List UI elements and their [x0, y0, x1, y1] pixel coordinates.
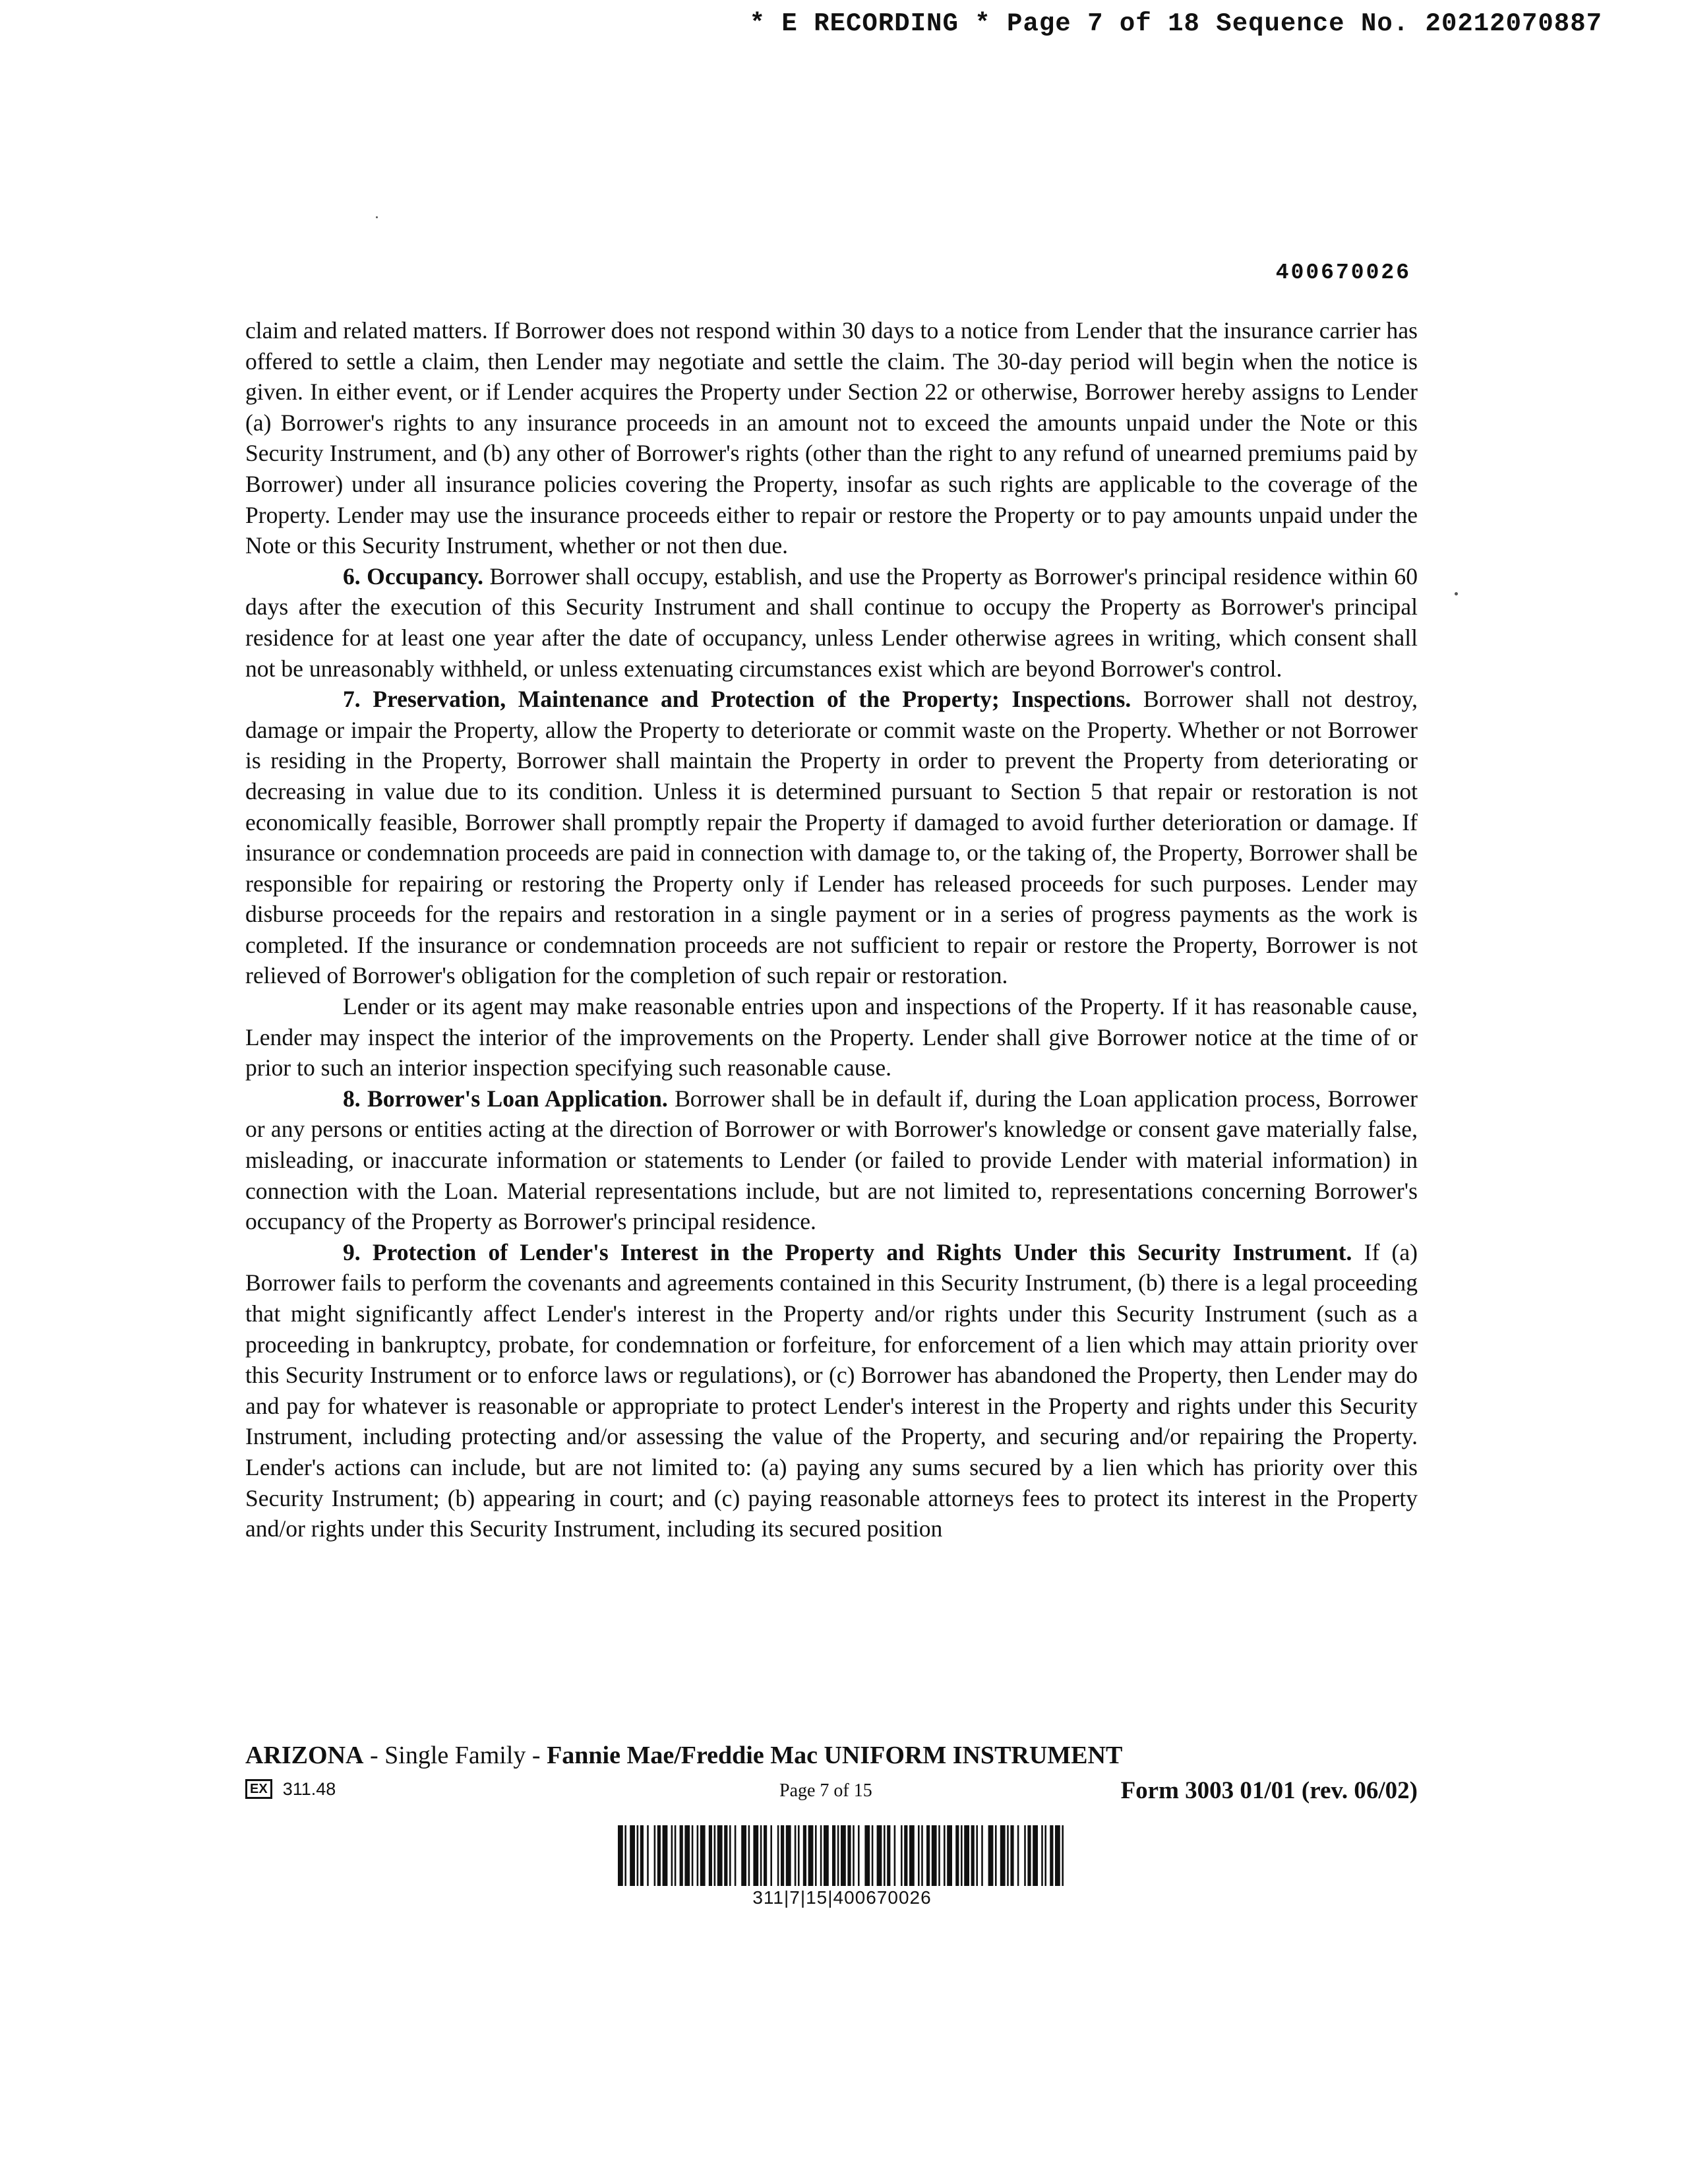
barcode-bar	[961, 1825, 963, 1886]
barcode-bar	[795, 1825, 797, 1886]
ex-form-icon: EX	[245, 1779, 272, 1799]
barcode-bar	[748, 1825, 750, 1886]
barcode-bar	[729, 1825, 731, 1886]
barcode-bar	[786, 1825, 791, 1886]
barcode-bar	[824, 1825, 829, 1886]
barcode-bar	[692, 1825, 694, 1886]
barcode-bar	[680, 1825, 683, 1886]
barcode-bar	[815, 1825, 817, 1886]
barcode-bar	[654, 1825, 656, 1886]
barcode-bar	[1017, 1825, 1019, 1886]
barcode-bar	[901, 1825, 903, 1886]
barcode-bar	[798, 1825, 800, 1886]
barcode-bar	[964, 1825, 969, 1886]
barcode-bar	[894, 1825, 896, 1886]
form-code-number: 311.48	[282, 1779, 336, 1799]
barcode-bar	[1050, 1825, 1053, 1886]
barcode-bar	[832, 1825, 835, 1886]
barcode-bar	[770, 1825, 772, 1886]
section-7-inspections: Lender or its agent may make reasonable entries upon and inspections of the Property. If it has reasonable cause, Lender may inspect the interior of the improvements on the Property. Lender shall give Borrower notice at the time of or prior to such an interior inspection specifying such reasonable cause.	[245, 993, 1418, 1081]
section-6-occupancy	[245, 561, 1418, 684]
footer-row	[245, 1776, 1418, 1808]
document-body	[245, 315, 1418, 1544]
barcode-bar	[904, 1825, 907, 1886]
paragraph-insurance-claim: claim and related matters. If Borrower does not respond within 30 days to a notice from Lender that the insurance carrier has offered to settle a claim, then Lender may negotiate and settle the claim. The 30-day period will begin when the notice is given. In either event, or if Lender acquires the Property under Section 22 or otherwise, Borrower hereby assigns to Lender (a) Borrower's rights to any insurance proceeds in an amount not to exceed the amounts unpaid under the Note or this Security Instrument, and (b) any other of Borrower's rights (other than the right to any refund of unearned premiums paid by Borrower) under all insurance policies covering the Property, insofar as such rights are applicable to the coverage of the Property. Lender may use the insurance proceeds either to repair or restore the Property or to pay amounts unpaid under the Note or this Security Instrument, whether or not then due.	[245, 317, 1418, 559]
barcode-bar	[1007, 1825, 1009, 1886]
section-8-loan-application	[245, 1083, 1418, 1237]
barcode-bar	[971, 1825, 975, 1886]
barcode-bar	[1044, 1825, 1046, 1886]
barcode-bar	[918, 1825, 920, 1886]
barcode-bar	[1041, 1825, 1043, 1886]
barcode	[618, 1825, 1066, 1886]
section-text: Borrower shall be in default if, during the Loan application process, Borrower or any persons or entities acting at the direction of Borrower or with Borrower's knowledge or consent gave materially false, misleading, or inaccurate information or statements to Lender (or failed to provide Lender with material information) in connection with the Loan. Material representations include, but are not limited to, representations concerning Borrower's occupancy of the Property as Borrower's principal residence.	[245, 1085, 1418, 1235]
barcode-bar	[684, 1825, 690, 1886]
barcode-bar	[808, 1825, 814, 1886]
barcode-bar	[630, 1825, 635, 1886]
section-text: Borrower shall occupy, establish, and use the Property as Borrower's principal residence within 60 days after the execution of this Security Instrument and shall continue to occupy the Property as Borrower's principal residence for at least one year after the date of occupancy, unless Lender otherwise agrees in writing, which consent shall not be unreasonably withheld, or unless extenuating circumstances exist which are beyond Borrower's control.	[245, 562, 1418, 682]
barcode-text: 311|7|15|400670026	[752, 1887, 932, 1908]
barcode-bar	[858, 1825, 860, 1886]
barcode-bar	[764, 1825, 767, 1886]
barcode-bar	[909, 1825, 915, 1886]
barcode-bar	[671, 1825, 673, 1886]
barcode-bar	[995, 1825, 997, 1886]
barcode-bar	[837, 1825, 839, 1886]
barcode-bar	[877, 1825, 882, 1886]
barcode-bar	[624, 1825, 626, 1886]
barcode-bar	[1010, 1825, 1013, 1886]
barcode-bar	[803, 1825, 806, 1886]
footer-instrument: Fannie Mae/Freddie Mac UNIFORM INSTRUMENT	[547, 1742, 1123, 1769]
barcode-bar	[717, 1825, 723, 1886]
barcode-bar	[938, 1825, 940, 1886]
scan-speck	[376, 216, 378, 218]
section-heading: 9. Protection of Lender's Interest in the Property and Rights Under this Security Instrument.	[343, 1238, 1352, 1265]
barcode-bar	[714, 1825, 716, 1886]
form-number: Form 3003 01/01 (rev. 06/02)	[1120, 1777, 1418, 1804]
barcode-bar	[637, 1825, 639, 1886]
barcode-bar	[1027, 1825, 1031, 1886]
barcode-bar	[640, 1825, 644, 1886]
section-heading: 6. Occupancy.	[343, 562, 484, 590]
barcode-bar	[657, 1825, 661, 1886]
barcode-bar	[872, 1825, 874, 1886]
barcode-bar	[864, 1825, 870, 1886]
barcode-bar	[926, 1825, 930, 1886]
barcode-bar	[847, 1825, 851, 1886]
form-code	[245, 1779, 336, 1800]
barcode-bar	[1000, 1825, 1006, 1886]
barcode-bar	[675, 1825, 677, 1886]
footer-instrument-title: ARIZONA - Single Family - Fannie Mae/Freddie Mac UNIFORM INSTRUMENT	[245, 1742, 1123, 1769]
barcode-bar	[841, 1825, 846, 1886]
barcode-bar	[760, 1825, 762, 1886]
barcode-bar	[1024, 1825, 1026, 1886]
section-text: Borrower shall not destroy, damage or impair the Property, allow the Property to deteriorate or commit waste on the Property. Whether or not Borrower is residing in the Property, Borrower shall maintain the Property in order to prevent the Property from deteriorating or decreasing in value due to its condition. Unless it is determined pursuant to Section 5 that repair or restoration is not economically feasible, Borrower shall promptly repair the Property if damaged to avoid further deterioration or damage. If insurance or condemnation proceeds are paid in connection with damage to, or the taking of, the Property, Borrower shall be responsible for repairing or restoring the Property only if Lender has released proceeds for such purposes. Lender may disburse proceeds for the repairs and restoration in a single payment or in a series of progress payments as the work is completed. If the insurance or condemnation proceeds are not sufficient to repair or restore the Property, Borrower is not relieved of Borrower's obligation for the completion of such repair or restoration.	[245, 686, 1418, 989]
barcode-bar	[820, 1825, 822, 1886]
barcode-bar	[955, 1825, 959, 1886]
section-7-preservation	[245, 684, 1418, 991]
barcode-bar	[781, 1825, 784, 1886]
barcode-bar	[647, 1825, 649, 1886]
scan-speck	[1455, 592, 1458, 595]
barcode-bar	[921, 1825, 923, 1886]
footer-state: ARIZONA	[245, 1742, 364, 1769]
barcode-bar	[988, 1825, 994, 1886]
section-heading: 7. Preservation, Maintenance and Protection of the Property; Inspections.	[343, 686, 1131, 713]
recording-header: * E RECORDING * Page 7 of 18 Sequence No. 20212070887	[749, 9, 1602, 38]
barcode-bar	[663, 1825, 668, 1886]
barcode-bar	[932, 1825, 937, 1886]
barcode-bar	[724, 1825, 727, 1886]
barcode-bar	[735, 1825, 737, 1886]
barcode-bar	[1055, 1825, 1060, 1886]
barcode-bar	[777, 1825, 779, 1886]
barcode-bar	[853, 1825, 855, 1886]
section-text: If (a) Borrower fails to perform the covenants and agreements contained in this Security Instrument, (b) there is a legal proceeding that might significantly affect Lender's interest in the Property and/or rights under this Security Instrument (such as a proceeding in bankruptcy, probate, for condemnation or forfeiture, for enforcement of a lien which may attain priority over this Security Instrument or to enforce laws or regulations), or (c) Borrower has abandoned the Property, then Lender may do and pay for whatever is reasonable or appropriate to protect Lender's interest in the Property and rights under this Security Instrument, including protecting and/or assessing the value of the Property, and securing and/or repairing the Property. Lender's actions can include, but are not limited to: (a) paying any sums secured by a lien which has priority over this Security Instrument; (b) appearing in court; and (c) paying reasonable attorneys fees to protect its interest in the Property and/or rights under this Security Instrument, including its secured position	[245, 1238, 1418, 1542]
barcode-bar	[976, 1825, 978, 1886]
barcode-bar	[618, 1825, 623, 1886]
barcode-bar	[709, 1825, 712, 1886]
barcode-bar	[741, 1825, 746, 1886]
barcode-bar	[887, 1825, 890, 1886]
barcode-bar	[884, 1825, 886, 1886]
loan-number: 400670026	[1275, 260, 1411, 285]
barcode-bar	[697, 1825, 699, 1886]
barcode-bar	[753, 1825, 758, 1886]
barcode-bar	[700, 1825, 706, 1886]
section-9-protection	[245, 1237, 1418, 1544]
section-heading: 8. Borrower's Loan Application.	[343, 1085, 668, 1112]
barcode-bar	[1062, 1825, 1064, 1886]
footer-family: Single Family	[384, 1742, 526, 1769]
barcode-bar	[981, 1825, 983, 1886]
barcode-bar	[947, 1825, 952, 1886]
barcode-bar	[1033, 1825, 1038, 1886]
page-number: Page 7 of 15	[779, 1780, 872, 1801]
barcode-bar	[944, 1825, 946, 1886]
